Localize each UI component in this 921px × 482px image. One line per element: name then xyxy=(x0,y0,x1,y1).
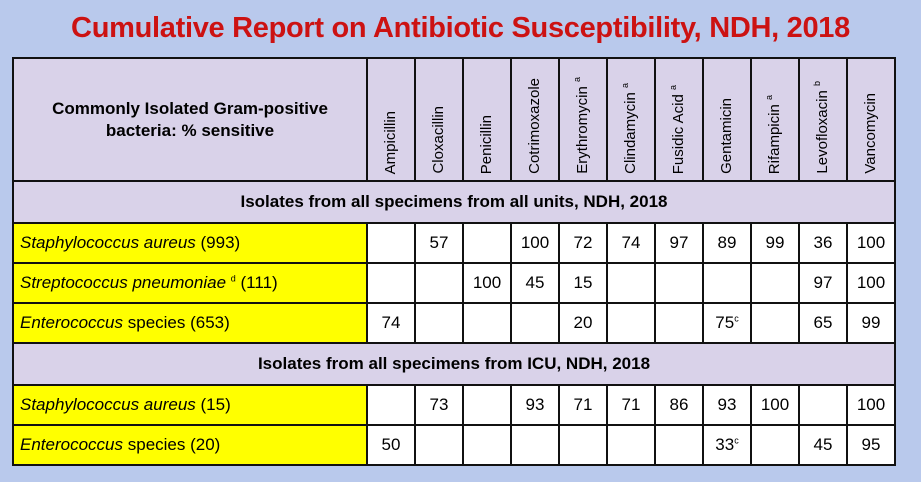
organism-cell xyxy=(13,385,367,425)
table-row xyxy=(13,263,895,303)
percent-sensitive: 100 xyxy=(472,273,502,292)
susceptibility-value xyxy=(847,303,895,343)
percent-sensitive: 86 xyxy=(669,395,689,414)
organism-footnote-mark: d xyxy=(230,273,236,284)
isolate-count: (20) xyxy=(190,435,221,454)
percent-sensitive: 97 xyxy=(813,273,833,292)
susceptibility-value xyxy=(703,385,751,425)
antibiotic-header-label xyxy=(764,94,783,174)
susceptibility-value xyxy=(799,263,847,303)
table-row xyxy=(13,385,895,425)
susceptibility-value xyxy=(655,263,703,303)
susceptibility-value xyxy=(415,303,463,343)
susceptibility-table xyxy=(12,57,896,466)
percent-sensitive: 100 xyxy=(520,233,550,252)
susceptibility-value xyxy=(703,263,751,303)
percent-sensitive: 71 xyxy=(621,395,641,414)
susceptibility-value xyxy=(511,385,559,425)
susceptibility-value xyxy=(463,223,511,263)
antibiotic-name: Rifampicin xyxy=(766,103,783,174)
percent-sensitive: 97 xyxy=(669,233,689,252)
antibiotic-header-label xyxy=(383,111,399,174)
susceptibility-value xyxy=(847,425,895,465)
organism-name: Streptococcus pneumoniae xyxy=(20,273,227,292)
susceptibility-value xyxy=(463,263,511,303)
susceptibility-value xyxy=(847,263,895,303)
antibiotic-name: Ampicillin xyxy=(382,110,399,174)
susceptibility-value xyxy=(559,425,607,465)
susceptibility-value xyxy=(655,223,703,263)
susceptibility-value xyxy=(463,385,511,425)
isolate-count: (653) xyxy=(190,313,230,332)
antibiotic-header xyxy=(607,58,655,181)
antibiotic-name: Fusidic Acid xyxy=(670,93,687,174)
percent-sensitive: 50 xyxy=(381,435,401,454)
section-heading: Isolates from all specimens from all units, NDH, 2018 xyxy=(13,181,895,223)
percent-sensitive: 74 xyxy=(381,313,401,332)
organism-cell xyxy=(13,223,367,263)
isolate-count: (111) xyxy=(240,273,278,292)
isolate-count: (15) xyxy=(200,395,231,414)
susceptibility-value xyxy=(559,223,607,263)
antibiotic-header xyxy=(559,58,607,181)
antibiotic-header xyxy=(847,58,895,181)
organism-cell xyxy=(13,263,367,303)
antibiotic-header xyxy=(751,58,799,181)
percent-sensitive: 73 xyxy=(429,395,449,414)
susceptibility-value xyxy=(799,223,847,263)
susceptibility-value xyxy=(751,385,799,425)
susceptibility-value xyxy=(607,263,655,303)
percent-sensitive: 99 xyxy=(765,233,785,252)
antibiotic-header xyxy=(415,58,463,181)
susceptibility-value xyxy=(367,303,415,343)
antibiotic-header xyxy=(799,58,847,181)
antibiotic-header xyxy=(463,58,511,181)
percent-sensitive: 75 xyxy=(715,313,735,332)
corner-label-line1: Commonly Isolated Gram-positive xyxy=(52,98,328,118)
organism-suffix: species xyxy=(127,435,186,454)
percent-sensitive: 93 xyxy=(525,395,545,414)
susceptibility-value xyxy=(751,303,799,343)
table-row xyxy=(13,223,895,263)
percent-sensitive: 100 xyxy=(856,273,886,292)
section-row xyxy=(13,343,895,385)
susceptibility-value xyxy=(799,425,847,465)
report-title: Cumulative Report on Antibiotic Susceptibility, NDH, 2018 xyxy=(71,12,850,44)
percent-sensitive: 100 xyxy=(856,395,886,414)
isolate-count: (993) xyxy=(200,233,241,252)
susceptibility-value xyxy=(415,425,463,465)
susceptibility-value xyxy=(511,223,559,263)
percent-sensitive: 93 xyxy=(717,395,737,414)
antibiotic-header-label xyxy=(527,78,543,174)
organism-name: Enterococcus xyxy=(20,435,123,454)
corner-label-line2: bacteria: % sensitive xyxy=(105,120,275,140)
susceptibility-value xyxy=(559,385,607,425)
susceptibility-value xyxy=(367,425,415,465)
susceptibility-value xyxy=(655,425,703,465)
antibiotic-name: Levofloxacin xyxy=(814,90,831,174)
antibiotic-header-label xyxy=(620,83,639,174)
susceptibility-value xyxy=(367,263,415,303)
antibiotic-header-label xyxy=(572,77,591,174)
susceptibility-value xyxy=(511,303,559,343)
susceptibility-value xyxy=(655,385,703,425)
antibiotic-footnote-mark: a xyxy=(764,94,774,100)
percent-sensitive: 95 xyxy=(861,435,881,454)
susceptibility-value xyxy=(415,385,463,425)
organism-name: Enterococcus xyxy=(20,313,123,332)
antibiotic-name: Clindamycin xyxy=(622,92,639,174)
antibiotic-name: Penicillin xyxy=(478,114,495,174)
percent-sensitive: 57 xyxy=(429,233,449,252)
percent-sensitive: 45 xyxy=(525,273,545,292)
antibiotic-header xyxy=(703,58,751,181)
antibiotic-header-label xyxy=(668,84,687,174)
susceptibility-value xyxy=(463,425,511,465)
percent-sensitive: 71 xyxy=(573,395,593,414)
table-row xyxy=(13,303,895,343)
antibiotic-header xyxy=(655,58,703,181)
percent-sensitive: 33 xyxy=(715,435,735,454)
susceptibility-value xyxy=(607,223,655,263)
antibiotic-header-label xyxy=(479,115,495,174)
susceptibility-value xyxy=(415,223,463,263)
antibiotic-footnote-mark: a xyxy=(668,84,678,90)
antibiotic-header-label xyxy=(719,98,735,174)
susceptibility-value xyxy=(799,385,847,425)
antibiotic-footnote-mark: b xyxy=(812,81,822,87)
organism-cell xyxy=(13,425,367,465)
table-row xyxy=(13,425,895,465)
organism-cell xyxy=(13,303,367,343)
susceptibility-value xyxy=(703,303,751,343)
susceptibility-value xyxy=(751,263,799,303)
percent-sensitive: 36 xyxy=(813,233,833,252)
antibiotic-name: Erythromycin xyxy=(574,86,591,174)
susceptibility-value xyxy=(511,425,559,465)
percent-sensitive: 100 xyxy=(856,233,886,252)
susceptibility-value xyxy=(607,425,655,465)
percent-sensitive: 74 xyxy=(621,233,641,252)
susceptibility-value xyxy=(367,223,415,263)
susceptibility-value xyxy=(751,425,799,465)
table-corner-label xyxy=(13,58,367,181)
organism-name: Staphylococcus aureus xyxy=(20,395,196,414)
antibiotic-name: Cotrimoxazole xyxy=(526,78,543,174)
percent-sensitive: 20 xyxy=(573,313,593,332)
table-body xyxy=(13,181,895,465)
percent-sensitive: 45 xyxy=(813,435,833,454)
percent-sensitive: 89 xyxy=(717,233,737,252)
antibiotic-name: Gentamicin xyxy=(718,98,735,174)
susceptibility-value xyxy=(607,303,655,343)
antibiotic-header-row xyxy=(13,58,895,181)
percent-sensitive: 65 xyxy=(813,313,833,332)
susceptibility-value xyxy=(703,425,751,465)
antibiotic-header xyxy=(367,58,415,181)
antibiotic-name: Cloxacillin xyxy=(430,106,447,174)
antibiotic-name: Vancomycin xyxy=(862,93,879,174)
susceptibility-value xyxy=(703,223,751,263)
percent-sensitive: 100 xyxy=(760,395,790,414)
section-row xyxy=(13,181,895,223)
susceptibility-value xyxy=(847,385,895,425)
antibiotic-footnote-mark: a xyxy=(620,83,630,89)
antibiotic-header-label xyxy=(863,93,879,174)
antibiotic-header-label xyxy=(431,106,447,174)
percent-sensitive: 99 xyxy=(861,313,881,332)
susceptibility-value xyxy=(415,263,463,303)
value-footnote-mark: c xyxy=(734,313,739,324)
susceptibility-value xyxy=(367,385,415,425)
antibiotic-footnote-mark: a xyxy=(572,77,582,83)
section-heading: Isolates from all specimens from ICU, NDH, 2018 xyxy=(13,343,895,385)
susceptibility-value xyxy=(655,303,703,343)
antibiotic-header-label xyxy=(812,81,831,174)
susceptibility-value xyxy=(463,303,511,343)
organism-name: Staphylococcus aureus xyxy=(20,233,196,252)
susceptibility-value xyxy=(607,385,655,425)
organism-suffix: species xyxy=(127,313,186,332)
susceptibility-value xyxy=(559,303,607,343)
susceptibility-value xyxy=(847,223,895,263)
percent-sensitive: 72 xyxy=(573,233,593,252)
susceptibility-value xyxy=(559,263,607,303)
value-footnote-mark: c xyxy=(734,435,739,446)
susceptibility-value xyxy=(799,303,847,343)
antibiotic-header xyxy=(511,58,559,181)
percent-sensitive: 15 xyxy=(573,273,593,292)
susceptibility-value xyxy=(511,263,559,303)
susceptibility-value xyxy=(751,223,799,263)
